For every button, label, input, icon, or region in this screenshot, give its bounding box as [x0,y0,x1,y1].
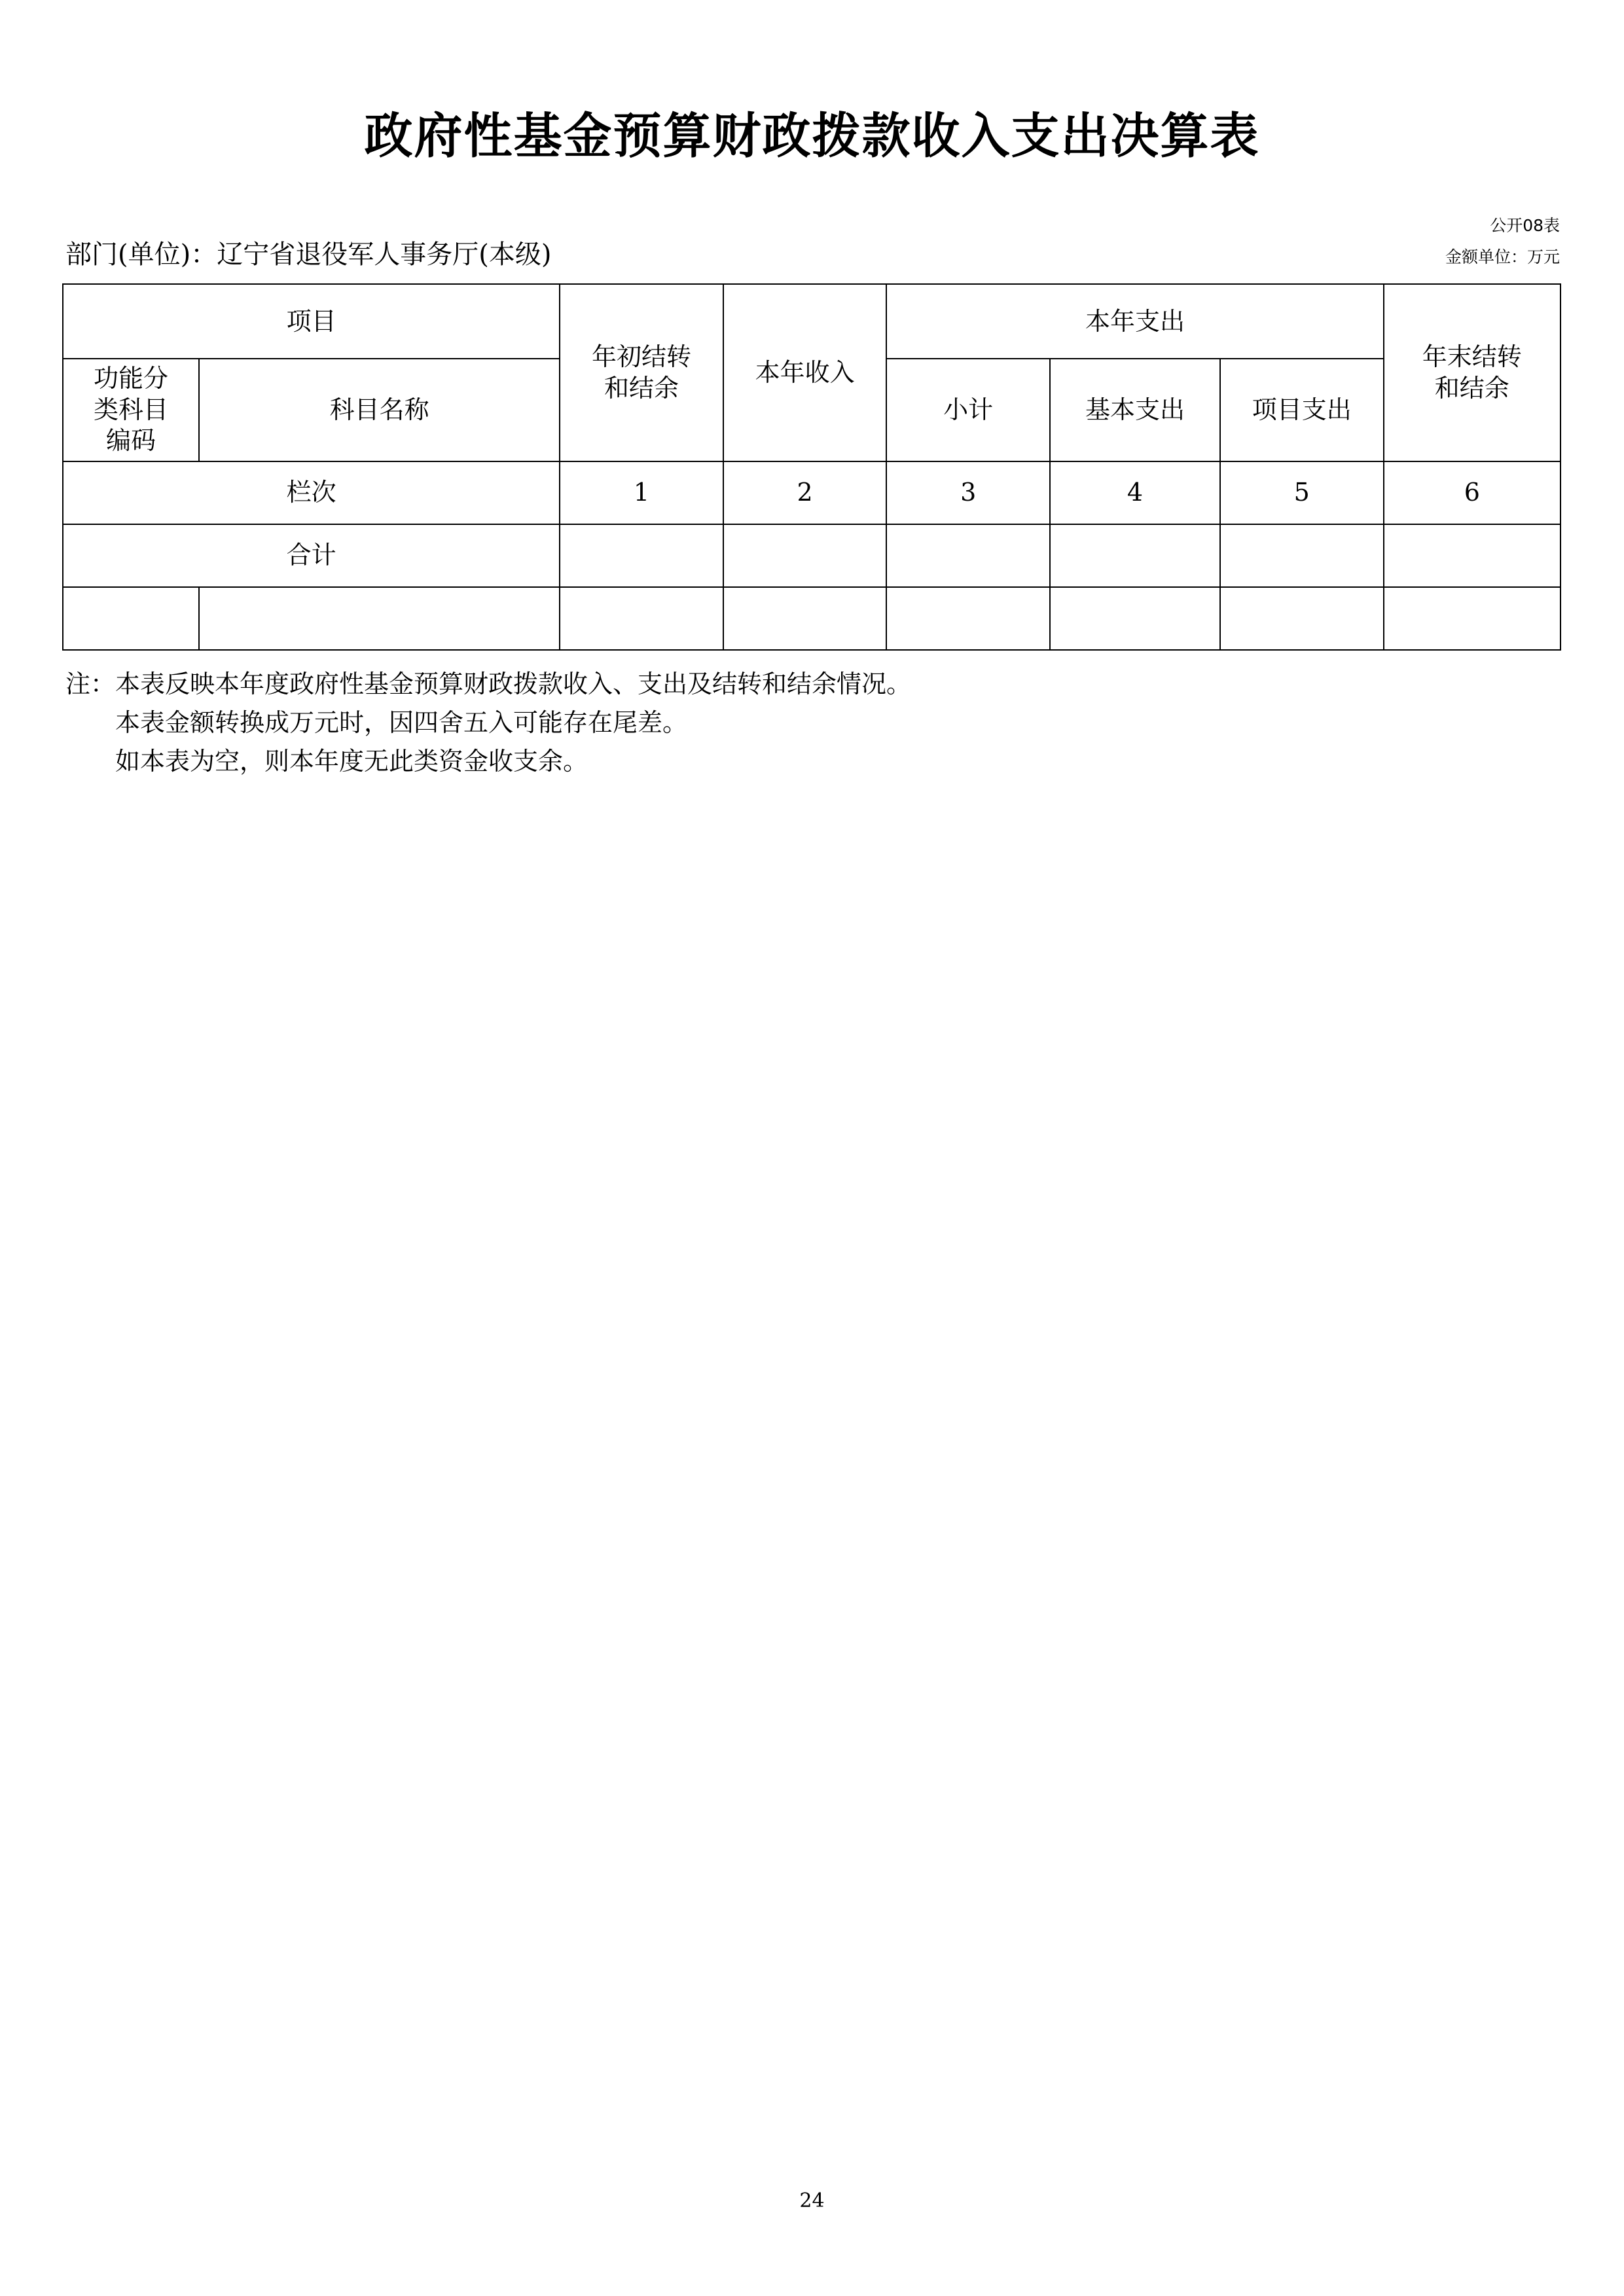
header-begin-balance-line2: 和结余 [604,373,679,403]
table-header-row-1 [63,284,1561,359]
table-row [63,587,1561,650]
header-subtotal: 小计 [886,359,1050,461]
page-title: 政府性基金预算财政拨款收入支出决算表 [364,108,1260,164]
table-total-row [63,524,1561,587]
row-name [199,587,560,650]
total-value-3 [886,524,1050,587]
header-basic-expenditure: 基本支出 [1050,359,1220,461]
header-year-income: 本年收入 [723,284,887,461]
table-column-number-row [63,461,1561,524]
total-value-6 [1384,524,1561,587]
header-year-expenditure-group: 本年支出 [886,284,1383,359]
row-value-4 [1050,587,1220,650]
column-number-6: 6 [1384,461,1561,524]
document-meta [0,216,1624,274]
note-line-1: 注：本表反映本年度政府性基金预算财政拨款收入、支出及结转和结余情况。 [65,669,912,698]
header-end-balance-line1: 年末结转 [1422,342,1522,372]
header-subject-name: 科目名称 [199,359,560,461]
header-begin-balance [560,284,723,461]
row-value-2 [723,587,887,650]
column-number-5: 5 [1220,461,1384,524]
header-function-code-line1: 功能分 [93,364,168,393]
header-end-balance [1384,284,1561,461]
row-code [63,587,199,650]
header-project-expenditure: 项目支出 [1220,359,1384,461]
total-value-4 [1050,524,1220,587]
row-value-6 [1384,587,1561,650]
table-notes [65,665,1624,781]
column-number-label: 栏次 [63,461,560,524]
column-number-3: 3 [886,461,1050,524]
total-value-1 [560,524,723,587]
header-function-code [63,359,199,461]
budget-table [62,283,1561,651]
total-label: 合计 [63,524,560,587]
header-function-code-line3: 编码 [105,426,156,456]
column-number-4: 4 [1050,461,1220,524]
row-value-3 [886,587,1050,650]
note-line-3: 如本表为空，则本年度无此类资金收支余。 [115,746,588,776]
header-project-group: 项目 [63,284,560,359]
header-function-code-line2: 类科目 [93,395,168,424]
column-number-1: 1 [560,461,723,524]
page-number: 24 [799,2189,825,2212]
header-end-balance-line2: 和结余 [1434,373,1509,403]
department-label: 部门(单位)：辽宁省退役军人事务厅(本级) [65,240,552,270]
row-value-5 [1220,587,1384,650]
amount-unit-label: 金额单位：万元 [1445,247,1560,267]
header-begin-balance-line1: 年初结转 [591,342,691,372]
note-line-2: 本表金额转换成万元时，因四舍五入可能存在尾差。 [115,708,688,737]
form-number-label: 公开08表 [1490,216,1560,236]
total-value-5 [1220,524,1384,587]
row-value-1 [560,587,723,650]
column-number-2: 2 [723,461,887,524]
total-value-2 [723,524,887,587]
